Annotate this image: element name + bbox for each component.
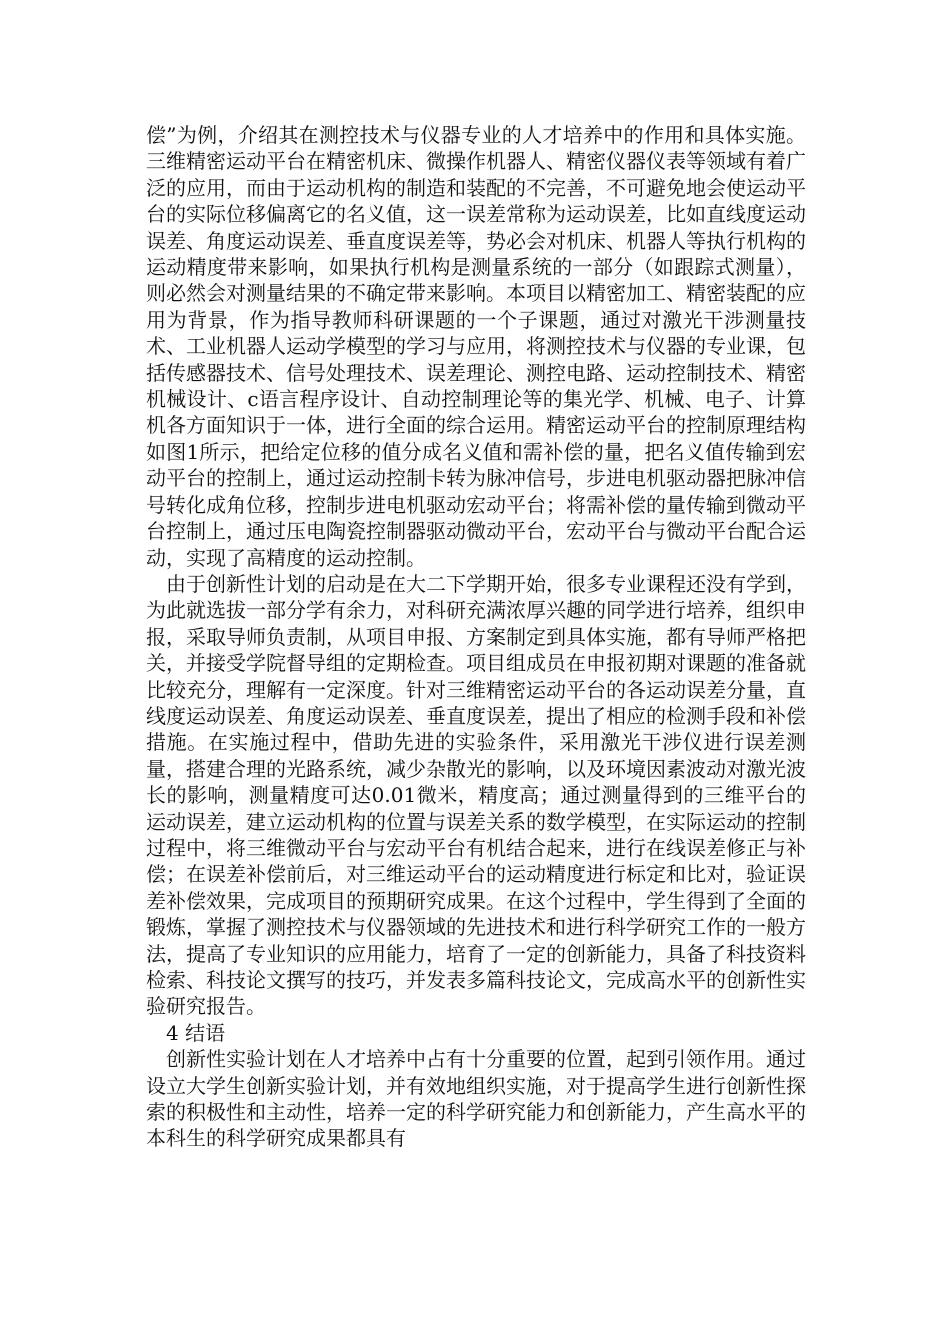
document-page	[146, 122, 806, 1152]
paragraph-continuation: 偿”为例，介绍其在测控技术与仪器专业的人才培养中的作用和具体实施。三维精密运动平台在精密机床、微操作机器人、精密仪器仪表等领域有着广泛的应用，而由于运动机构的制造和装配的不完善，不可避免地会使运动平台的实际位移偏离它的名义值，这一误差常称为运动误差，比如直线度运动误差、角度运动误差、垂直度误差等，势必会对机床、机器人等执行机构的运动精度带来影响，如果执行机构是测量系统的一部分（如跟踪式测量），则必然会对测量结果的不确定带来影响。本项目以精密加工、精密装配的应用为背景，作为指导教师科研课题的一个子课题，通过对激光干涉测量技术、工业机器人运动学模型的学习与应用，将测控技术与仪器的专业课，包括传感器技术、信号处理技术、误差理论、测控电路、运动控制技术、精密机械设计、c语言程序设计、自动控制理论等的集光学、机械、电子、计算机各方面知识于一体，进行全面的综合运用。精密运动平台的控制原理结构如图1所示，把给定位移的值分成名义值和需补偿的量，把名义值传输到宏动平台的控制上，通过运动控制卡转为脉冲信号，步进电机驱动器把脉冲信号转化成角位移，控制步进电机驱动宏动平台；将需补偿的量传输到微动平台控制上，通过压电陶瓷控制器驱动微动平台，宏动平台与微动平台配合运动，实现了高精度的运动控制。	[146, 123, 806, 570]
section-heading-conclusion: 4 结语	[166, 1020, 226, 1045]
paragraph-implementation: 由于创新性计划的启动是在大二下学期开始，很多专业课程还没有学到，为此就选拔一部分学有余力，对科研充满浓厚兴趣的同学进行培养，组织申报，采取导师负责制，从项目申报、方案制定到具体实施，都有导师严格把关，并接受学院督导组的定期检查。项目组成员在申报初期对课题的准备就比较充分，理解有一定深度。针对三维精密运动平台的各运动误差分量，直线度运动误差、角度运动误差、垂直度误差，提出了相应的检测手段和补偿措施。在实施过程中，借助先进的实验条件，采用激光干涉仪进行误差测量，搭建合理的光路系统，减少杂散光的影响，以及环境因素波动对激光波长的影响，测量精度可达0.01微米，精度高；通过测量得到的三维平台的运动误差，建立运动机构的位置与误差关系的数学模型，在实际运动的控制过程中，将三维微动平台与宏动平台有机结合起来，进行在线误差修正与补偿；在误差补偿前后，对三维运动平台的运动精度进行标定和比对，验证误差补偿效果，完成项目的预期研究成果。在这个过程中，学生得到了全面的锻炼，掌握了测控技术与仪器领域的先进技术和进行科学研究工作的一般方法，提高了专业知识的应用能力，培育了一定的创新能力，具备了科技资料检索、科技论文撰写的技巧，并发表多篇科技论文，完成高水平的创新性实验研究报告。	[146, 571, 806, 1019]
paragraph-conclusion: 创新性实验计划在人才培养中占有十分重要的位置，起到引领作用。通过设立大学生创新实验计划，并有效地组织实施，对于提高学生进行创新性探索的积极性和主动性，培养一定的科学研究能力和创新能力，产生高水平的本科生的科学研究成果都具有	[146, 1047, 806, 1151]
